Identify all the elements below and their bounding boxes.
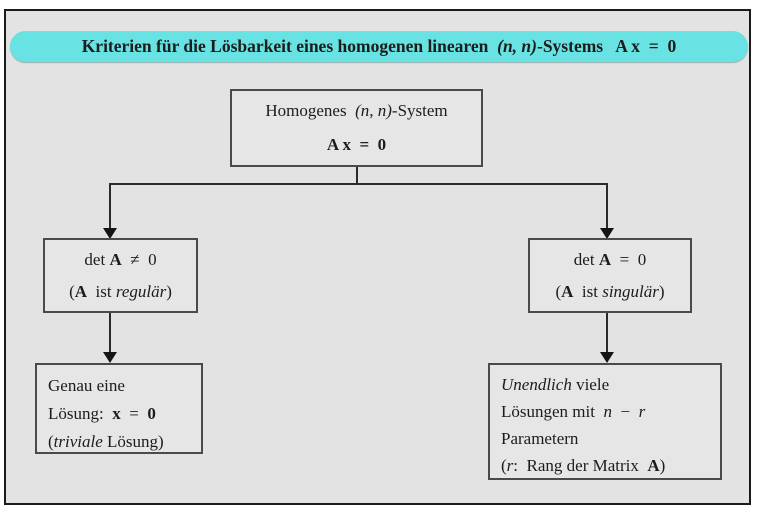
trivial-solution-line1: Genau eine <box>48 376 125 395</box>
arrowhead-down-right-2 <box>600 352 614 363</box>
box-det-zero <box>528 238 692 313</box>
title-run-1: Kriterien für die Lösbarkeit eines homogenen linearen <box>81 36 498 56</box>
connector-left-branch <box>109 183 111 229</box>
connector-branch-bar <box>109 183 608 185</box>
infinite-solutions-line1: Unendlich viele <box>501 375 610 394</box>
infinite-solutions-line2: Lösungen mit n − r <box>501 402 646 421</box>
infinite-solutions-line4: (r: Rang der Matrix A) <box>501 456 666 475</box>
box-det-nonzero <box>43 238 198 313</box>
box-homogeneous-system <box>230 89 483 167</box>
box-trivial-solution <box>35 363 203 454</box>
arrowhead-down-left-2 <box>103 352 117 363</box>
det-zero-line2: (A ist singulär) <box>555 281 665 301</box>
det-nonzero-line2: (A ist regulär) <box>69 281 172 301</box>
connector-right-result <box>606 313 608 353</box>
infinite-solutions-line3: Parametern <box>501 429 579 448</box>
homogeneous-system-line1: Homogenes (n, n)-System <box>265 101 448 120</box>
connector-right-branch <box>606 183 608 229</box>
trivial-solution-line2: Lösung: x = 0 <box>48 404 156 423</box>
title-run-nn: (n, n) <box>497 36 537 56</box>
title-run-formula: -Systems A x = 0 <box>537 36 677 56</box>
trivial-solution-line3: (triviale Lösung) <box>48 432 164 451</box>
det-zero-line1: det A = 0 <box>573 249 647 269</box>
box-infinite-solutions <box>488 363 722 480</box>
title-banner <box>10 31 748 62</box>
title-text <box>82 36 677 57</box>
homogeneous-system-formula: A x = 0 <box>326 135 387 154</box>
connector-left-result <box>109 313 111 353</box>
det-nonzero-line1: det A ≠ 0 <box>84 249 157 269</box>
